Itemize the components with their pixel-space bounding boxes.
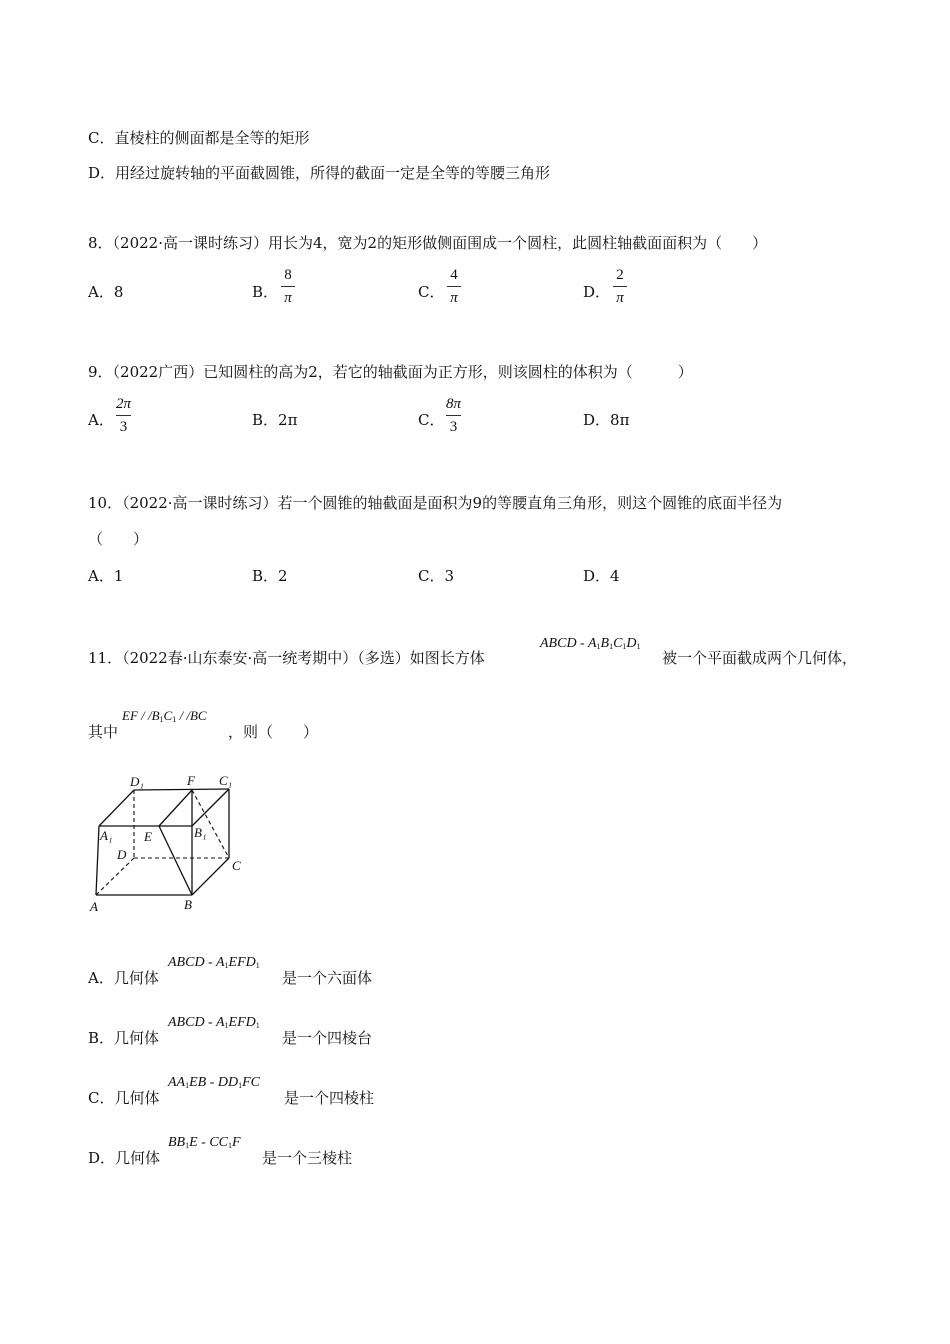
q11-stem-end: 被一个平面截成两个几何体， — [662, 649, 858, 667]
q9-option-c-fraction — [446, 395, 461, 436]
q8-option-d-fraction — [613, 266, 627, 307]
label-D1: D₁ — [130, 774, 144, 789]
q11-option-c-text: 是一个四棱柱 — [284, 1089, 375, 1107]
fraction-bar — [613, 286, 627, 287]
q9-option-d: D．8π — [583, 411, 630, 429]
q11-option-a-text: 是一个六面体 — [282, 969, 373, 987]
q7-option-d: D．用经过旋转轴的平面截圆锥，所得的截面一定是全等的等腰三角形 — [88, 164, 551, 182]
q10-option-c: C．3 — [418, 567, 455, 585]
q11-line2-start: 其中 — [88, 723, 119, 741]
label-F: F — [187, 773, 195, 788]
fraction-denominator: 3 — [119, 419, 128, 435]
q11-option-b-solid: ABCD - $A_1EFD_1$ — [168, 1015, 260, 1030]
q8-option-c-label: C． — [418, 283, 445, 301]
label-A: A — [90, 899, 98, 914]
label-E: E — [144, 829, 152, 844]
q11-option-c-label: C．几何体 — [88, 1089, 160, 1107]
label-B1: B₁ — [194, 825, 207, 840]
q9-option-c-label: C． — [418, 411, 445, 429]
label-B: B — [184, 897, 192, 912]
label-A1: A₁ — [100, 828, 113, 843]
q11-option-b-label: B．几何体 — [88, 1029, 160, 1047]
q8-stem: 8．（2022·高一课时练习）用长为4，宽为2的矩形做侧面围成一个圆柱，此圆柱轴截面面积为（ ） — [88, 234, 768, 252]
q10-answer-paren: （ ） — [88, 530, 149, 548]
q9-option-a-label: A． — [88, 411, 114, 429]
fraction-bar — [116, 415, 131, 416]
fraction-bar — [281, 286, 295, 287]
label-C1: C₁ — [219, 773, 233, 788]
q11-line2-end: ，则（ ） — [228, 723, 319, 741]
q11-parallel-condition: EF / $/B_1C_1 / /BC$ — [122, 708, 207, 724]
q11-option-d-solid: $BB_1E - CC_1F$ — [168, 1135, 241, 1150]
q11-option-a-solid: ABCD - $A_1EFD_1$ — [168, 955, 260, 970]
fraction-bar — [447, 286, 461, 287]
fraction-numerator: 4 — [450, 267, 458, 283]
q9-option-b: B．2π — [252, 411, 298, 429]
fraction-denominator: 3 — [449, 419, 458, 435]
q10-option-a: A．1 — [88, 567, 124, 585]
q9-stem: 9．（2022广西）已知圆柱的高为2，若它的轴截面为正方形，则该圆柱的体积为（ ） — [88, 363, 693, 381]
q11-option-b-text: 是一个四棱台 — [282, 1029, 373, 1047]
fraction-bar — [446, 415, 461, 416]
q8-option-b-fraction — [281, 266, 295, 307]
fraction-numerator: 2 — [616, 267, 624, 283]
q8-option-a: A．8 — [88, 283, 124, 301]
q8-option-d-label: D． — [583, 283, 611, 301]
q8-option-b-label: B． — [252, 283, 279, 301]
q11-option-d-label: D．几何体 — [88, 1149, 161, 1167]
fraction-numerator: 8 — [284, 267, 292, 283]
q11-solid-name: ABCD - $A_1B_1C_1D_1$ — [540, 636, 641, 651]
q11-option-d-text: 是一个三棱柱 — [262, 1149, 353, 1167]
fraction-numerator: 8π — [446, 396, 462, 412]
q11-option-a-label: A．几何体 — [88, 969, 159, 987]
q7-option-c: C．直棱柱的侧面都是全等的矩形 — [88, 129, 310, 147]
q10-option-d: D．4 — [583, 567, 620, 585]
fraction-denominator: π — [450, 290, 458, 306]
q11-stem-start: 11．（2022春·山东泰安·高一统考期中）（多选）如图长方体 — [88, 649, 485, 667]
q9-option-a-fraction — [116, 395, 131, 436]
q8-option-c-fraction — [447, 266, 461, 307]
q11-option-c-solid: $AA_1EB - DD_1FC$ — [168, 1075, 260, 1090]
q11-cuboid-figure — [86, 770, 256, 915]
label-D: D — [117, 847, 127, 862]
q10-option-b: B．2 — [252, 567, 288, 585]
fraction-denominator: π — [616, 290, 624, 306]
fraction-denominator: π — [284, 290, 292, 306]
q10-stem: 10．（2022·高一课时练习）若一个圆锥的轴截面是面积为9的等腰直角三角形，则这个圆锥的底面半径为 — [88, 494, 783, 512]
label-C: C — [232, 858, 241, 873]
fraction-numerator: 2π — [116, 396, 132, 412]
